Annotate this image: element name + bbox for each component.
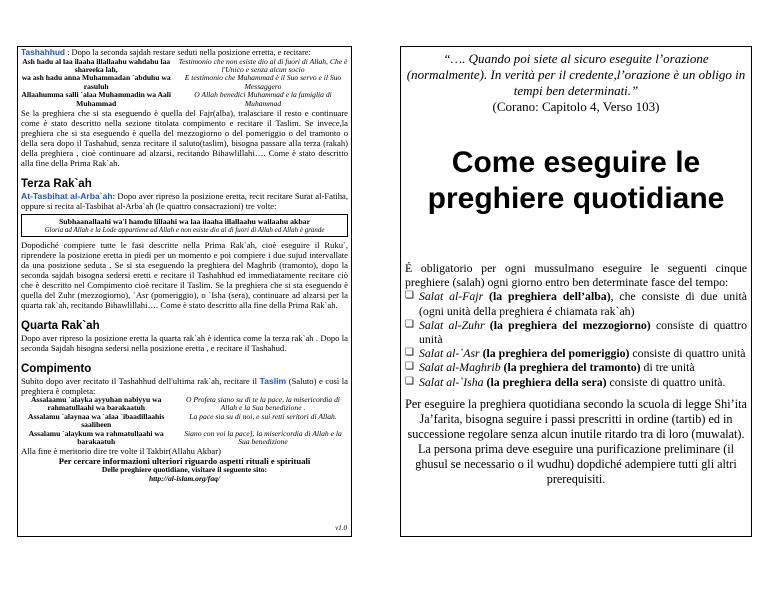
prayer-name: Salat al-Maghrib [419, 360, 501, 375]
prayer-list [405, 289, 747, 388]
quote-citation: (Corano: Capitolo 4, Verso 103) [492, 99, 660, 114]
prayer-label: (la preghiera del pomeriggio) [482, 346, 630, 361]
prayer-label: (la preghiera dell’alba) [489, 289, 611, 304]
prayer-name: Salat al-Zuhr [419, 317, 485, 332]
italian-translation: Siano con voi la pace], la misericordia di Allah e la Sua benedizione [184, 428, 342, 447]
arabic-transliteration: Assalaamu `alayka ayyuhan nabiyyu wa rahmatullaahi wa barakaatuh [31, 395, 162, 413]
recitation-row [21, 74, 348, 91]
tasbihat-paragraph [21, 191, 348, 211]
page-title: Come eseguire le preghiere quotidiane [427, 146, 725, 215]
prayer-item [405, 375, 747, 389]
recitation-row [21, 396, 348, 413]
delle-line: Delle preghiere quotidiane, visitare il seguente sito: [101, 465, 268, 475]
takbir-line: Alla fine è meritorio dire tre volte il Takbir(Allahu Akbar) [21, 446, 221, 457]
arabic-transliteration: Allaahumma salli `alaa Muhammadin wa Aali Muhammad [21, 90, 171, 108]
italian-translation: O Allah benedici Muhammad e la famiglia di Muhammad [194, 90, 332, 108]
compimento-intro [21, 376, 348, 396]
compimento-recitation [21, 396, 348, 446]
compimento-heading: Compimento [21, 363, 92, 376]
intro-paragraph: É obligatorio per ogni mussulmano eseguire le seguenti cinque preghiere (salah) ogni giorno entro ben determinate fasce del tempo: [405, 261, 747, 290]
italian-translation: E testimonio che Muhammad è il Suo servo e il Suo Messaggero [184, 73, 342, 91]
recitation-row [21, 91, 348, 108]
italian-translation: Testimonio che non esiste dio al di fuori di Allah, Che è l'Unico e senza alcun socio [178, 56, 348, 74]
prayer-label: (la preghiera della sera) [486, 374, 607, 389]
prayer-name: Salat al-Fajr [419, 289, 484, 304]
compimento-intro-a: Subito dopo aver recitato il Tashahhud dell'ultima rak`ah, recitare il [21, 376, 260, 387]
prayer-detail: di tre unità [640, 360, 695, 375]
prayer-detail: consiste di quattro unità [629, 346, 746, 361]
prayer-detail: consiste di quattro unità [419, 317, 748, 347]
prayer-item [405, 318, 747, 346]
prayer-name: Salat al-`Asr [419, 346, 480, 361]
left-panel [17, 46, 352, 537]
arabic-transliteration: Ash hadu al laa ilaaha illallaahu wahdahu laa shareeka lah, [22, 56, 171, 74]
recitation-row [21, 58, 348, 75]
recitation-row [21, 430, 348, 447]
tasbihat-text: : Dopo aver ripreso la posizione eretta, recit recitare Surat al-Fatiha, oppure si recita al-Tasbihat al-Arba`ah (le quattro consacrazioni) tre volte: [21, 191, 349, 212]
prayer-item [405, 289, 747, 317]
arabic-transliteration: wa ash hadu anna Muhammadan `abduhu wa rasuluh [21, 73, 171, 91]
tasbihat-translation: Gloria ad Allah e la Lode appartiene ad Allah e non esiste dio al di fuori di Allah ed Allah è grande [44, 226, 325, 235]
arabic-transliteration: Assalamu `alaykum wa rahmatullaahi wa barakaatuh [28, 428, 164, 447]
terza-paragraph: Dopodiché compiere tutte le fasi descritte nella Prima Rak`ah, cioè eseguire il Ruku`, riprendere la posizione eretta in piedi per un momento e poi compiere i due sujud intervallate da una posizione seduta . Se si sta eseguendo la preghiera del Maghrib (tramonto), dopo la seconda sajdah bisogna sedersi eretti e recitare il Tashahhud ed immediatamente recitare ciò che è descritto nel Compimento cioè recitare il Taslim. Se la preghiera che si sta eseguendo è quella del Zuhr (mezzogiorno), `Asr (pomeriggio), o `Isha (sera), continuare ad alzarsi per la quarta rak`ah, recitando Bihawlillahi…. Come è stato descritto alla fine della Prima Rak`ah. [21, 240, 348, 311]
prayer-label: (la preghiera del tramonto) [503, 360, 641, 375]
tashahhud-recitation [21, 58, 348, 108]
recitation-row [21, 413, 348, 430]
right-panel [400, 46, 752, 537]
tashahhud-paragraph: Se la preghiera che si sta eseguendo è quella del Fajr(alba), tralasciare il resto e continuare come è stato descritto nella sezione titolata compimento e recitare il Taslim. Se invece,la preghiera che si sta eseguendo è quella del mezzogiorno o del pomeriggio o del tramonto o della sera dopo il Tashahud, senza recitare il saluto(taslim), bisogna passare alla terza (rakah) della preghiera , cioè continuare ad alzarsi, recitando Bihawlillahi…. Come è stato descritto alla fine della Prima Rak`ah. [21, 108, 348, 169]
version-label: v1.0 [335, 524, 347, 532]
compimento-intro-b: (Saluto) e così la preghiera è completa: [21, 376, 348, 397]
tasbihat-label: At-Tasbihat al-Arba`ah [21, 191, 113, 202]
quarta-heading: Quarta Rak`ah [21, 320, 100, 333]
prayer-item [405, 360, 747, 374]
taslim-label: Taslim [259, 376, 287, 387]
prayer-detail: consiste di quattro unità. [606, 374, 726, 389]
tashahhud-intro: : Dopo la seconda sajdah restare seduti nella posizione erretta, e recitare: [67, 48, 311, 57]
site-link[interactable]: http://al-islam.org/faq/ [148, 473, 221, 483]
italian-translation: La pace sia su di noi, e sui retti seritori di Allah. [189, 411, 337, 421]
prayer-name: Salat al-`Isha [419, 374, 484, 389]
quote-text: “…. Quando poi siete al sicuro eseguite l’orazione (normalmente). In verità per il credente,l’orazione è un obligo in tempi ben determinati.” [406, 51, 746, 98]
arabic-transliteration: Assalamu `alaynaa wa `alaa `ibaadillaahis saaliheen [28, 411, 165, 430]
closing-paragraph: Per eseguire la preghiera quotidiana secondo la scuola di legge Shi’ita Ja’farita, bisogna seguire i passi prescritti in ordine (tartib) ed in successione regolare senza alcun inutile ritardo tra di loro (muwalat). La persona prima deve eseguire una purificazione preliminare (il ghusul se necessario o il wudhu) dopdiché adempiere tutti gli altri prerequisiti. [405, 396, 747, 486]
terza-heading: Terza Rak`ah [21, 178, 92, 191]
quarta-paragraph: Dopo aver ripreso la posizione eretta la quarta rak`ah è identica come la terza rak`ah . Dopo la seconda Sajdah bisogna sedersi nella posizione eretta , e recitare il Tashahud. [21, 333, 348, 354]
italian-translation: O Profeta siano su di te la pace, la misericordia di Allah e la Sua benedizione . [185, 395, 340, 413]
info-line: Per cercare informazioni ulteriori riguardo aspetti rituali e spirituali [58, 456, 311, 467]
tasbihat-box [21, 214, 348, 237]
quran-quote [405, 51, 747, 115]
tashahhud-title: Tashahhud [21, 47, 66, 57]
prayer-item [405, 346, 747, 360]
prayer-label: (la preghiera del mezzogiorno) [489, 317, 651, 332]
tasbihat-arabic: Subhaanallaahi wa'l hamdu lillaahi wa laa ilaaha illallaahu wallaahu akbar [58, 217, 311, 227]
prayer-detail: , che consiste di due unità (ogni unità della preghiera é chiamata rak`ah) [419, 289, 747, 318]
